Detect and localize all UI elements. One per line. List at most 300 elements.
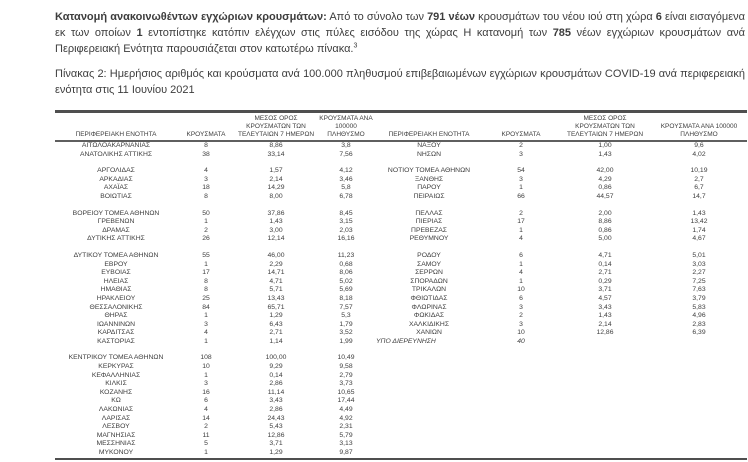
- table-row: [55, 184, 747, 193]
- table-row: [55, 312, 747, 321]
- avg7-cell: 65,71: [267, 303, 285, 311]
- table-row: [55, 278, 747, 287]
- avg7-cell: 0,14: [269, 371, 283, 379]
- per100k-cell: 4,02: [692, 150, 706, 158]
- region-cell: ΚΩ: [111, 397, 121, 405]
- cases-cell: 26: [202, 235, 210, 243]
- col-header-left-avg7: ΜΕΣΟΣ ΟΡΟΣ ΚΡΟΥΣΜΑΤΩΝ ΤΩΝ ΤΕΛΕΥΤΑΙΩΝ 7 ΗΜΕΡΩΝ: [237, 115, 315, 138]
- per100k-cell: 7,25: [692, 277, 706, 285]
- per100k-cell: [651, 389, 747, 398]
- avg7-cell: 1,29: [269, 312, 283, 320]
- cases-cell: 1: [519, 277, 523, 285]
- table-row: [55, 389, 747, 398]
- cases-cell: 1: [204, 371, 208, 379]
- cases-cell: 16: [202, 388, 210, 396]
- per100k-cell: 10,65: [337, 388, 355, 396]
- avg7-cell: 1,29: [269, 449, 283, 456]
- table-row: [55, 304, 747, 313]
- region-cell: ΑΡΚΑΔΙΑΣ: [99, 175, 133, 183]
- region-cell: ΚΕΦΑΛΛΗΝΙΑΣ: [91, 371, 141, 379]
- cases-cell: 4: [204, 406, 208, 414]
- per100k-cell: 2,31: [339, 423, 353, 431]
- avg7-cell: [559, 432, 651, 441]
- cases-cell: 3: [519, 303, 523, 311]
- region-cell: ΕΒΡΟΥ: [104, 260, 128, 268]
- avg7-cell: [559, 389, 651, 398]
- spacer-cell: [55, 244, 747, 252]
- region-cell: ΠΙΕΡΙΑΣ: [415, 218, 443, 226]
- region-cell: [375, 406, 483, 415]
- cases-cell: 55: [202, 251, 210, 259]
- avg7-cell: 11,14: [267, 388, 285, 396]
- per100k-cell: 3,79: [692, 294, 706, 302]
- per100k-cell: 2,83: [692, 320, 706, 328]
- table-row: [55, 252, 747, 261]
- per100k-cell: 3,8: [341, 142, 351, 149]
- cases-cell: 4: [204, 167, 208, 175]
- avg7-cell: 46,00: [267, 251, 285, 259]
- avg7-cell: 8,86: [598, 218, 612, 226]
- cases-cell: 6: [204, 397, 208, 405]
- per100k-cell: 5,02: [339, 277, 353, 285]
- cases-cell: 4: [519, 269, 523, 277]
- region-cell: ΦΩΚΙΔΑΣ: [413, 312, 445, 320]
- avg7-cell: [559, 423, 651, 432]
- intro-bold-text: 791 νέων: [427, 11, 476, 23]
- cases-cell: 5: [204, 440, 208, 448]
- region-cell: ΥΠΟ ΔΙΕΡΕΥΝΗΣΗ: [376, 337, 436, 345]
- per100k-cell: 7,56: [339, 150, 353, 158]
- table-row: [55, 372, 747, 381]
- col-header-right-avg7: ΜΕΣΟΣ ΟΡΟΣ ΚΡΟΥΣΜΑΤΩΝ ΤΩΝ ΤΕΛΕΥΤΑΙΩΝ 7 ΗΜΕΡΩΝ: [566, 115, 644, 138]
- per100k-cell: 4,67: [692, 235, 706, 243]
- cases-cell: 3: [519, 175, 523, 183]
- cases-cell: [483, 380, 559, 389]
- region-group-5: [55, 354, 747, 458]
- region-cell: ΜΕΣΣΗΝΙΑΣ: [96, 440, 136, 448]
- per100k-cell: 9,87: [339, 449, 353, 456]
- avg7-cell: [559, 354, 651, 363]
- table-row: [55, 167, 747, 176]
- avg7-cell: 4,71: [598, 251, 612, 259]
- cases-cell: [483, 406, 559, 415]
- region-cell: ΚΕΡΚΥΡΑΣ: [98, 363, 134, 371]
- table-row: [55, 261, 747, 270]
- per100k-cell: 1,43: [692, 209, 706, 217]
- intro-text: εντοπίστηκε κατόπιν ελέγχων στις πύλες εισόδου της χώρας Η κατανομή των: [142, 27, 553, 39]
- cases-cell: 66: [517, 192, 525, 200]
- cases-cell: 4: [204, 329, 208, 337]
- cases-cell: [483, 423, 559, 432]
- cases-cell: [483, 354, 559, 363]
- region-cell: [375, 449, 483, 459]
- region-cell: ΔΡΑΜΑΣ: [102, 226, 130, 234]
- avg7-cell: 4,71: [269, 277, 283, 285]
- avg7-cell: 0,86: [598, 226, 612, 234]
- region-cell: ΤΡΙΚΑΛΩΝ: [411, 286, 447, 294]
- region-group-1: [55, 141, 747, 159]
- avg7-cell: 8,86: [269, 142, 283, 149]
- covid-cases-table: [55, 110, 747, 460]
- intro-text: είναι εισαγόμενα εκ των οποίων: [55, 11, 746, 39]
- region-cell: ΣΑΜΟΥ: [417, 260, 441, 268]
- cases-cell: 10: [517, 329, 525, 337]
- cases-cell: 3: [204, 320, 208, 328]
- per100k-cell: 5,8: [341, 184, 351, 192]
- table-row: [55, 354, 747, 363]
- table-row: [55, 295, 747, 304]
- region-cell: ΑΡΓΟΛΙΔΑΣ: [97, 167, 135, 175]
- per100k-cell: 3,13: [339, 440, 353, 448]
- table-row: [55, 210, 747, 219]
- avg7-cell: 3,43: [598, 303, 612, 311]
- per100k-cell: 3,52: [339, 329, 353, 337]
- intro-text: κρουσμάτων του νέου ιού στη χώρα: [475, 11, 656, 23]
- region-cell: ΞΑΝΘΗΣ: [414, 175, 444, 183]
- avg7-cell: 1,00: [598, 142, 612, 149]
- cases-cell: 1: [204, 312, 208, 320]
- table-row: [55, 227, 747, 236]
- group-spacer: [55, 159, 747, 167]
- region-cell: ΡΟΔΟΥ: [417, 251, 441, 259]
- per100k-cell: 4,12: [339, 167, 353, 175]
- per100k-cell: [651, 338, 747, 347]
- per100k-cell: [651, 397, 747, 406]
- per100k-cell: [651, 372, 747, 381]
- region-cell: ΚΙΛΚΙΣ: [105, 380, 127, 388]
- avg7-cell: 6,43: [269, 320, 283, 328]
- cases-cell: 14: [202, 414, 210, 422]
- avg7-cell: 5,43: [269, 423, 283, 431]
- region-cell: ΝΑΞΟΥ: [417, 142, 441, 149]
- per100k-cell: 8,06: [339, 269, 353, 277]
- cases-cell: [483, 397, 559, 406]
- per100k-cell: [651, 380, 747, 389]
- per100k-cell: 1,79: [339, 320, 353, 328]
- per100k-cell: 2,79: [339, 371, 353, 379]
- avg7-cell: [559, 406, 651, 415]
- per100k-cell: 9,6: [694, 142, 704, 149]
- avg7-cell: [559, 363, 651, 372]
- cases-cell: 10: [517, 286, 525, 294]
- avg7-cell: [559, 372, 651, 381]
- cases-cell: 17: [517, 218, 525, 226]
- table-row: [55, 151, 747, 160]
- cases-cell: 108: [200, 354, 212, 362]
- per100k-cell: 11,23: [337, 251, 355, 259]
- table-row: [55, 193, 747, 202]
- per100k-cell: 2,03: [339, 226, 353, 234]
- per100k-cell: 8,18: [339, 294, 353, 302]
- region-cell: ΠΑΡΟΥ: [417, 184, 441, 192]
- per100k-cell: 2,7: [694, 175, 704, 183]
- table-row: [55, 141, 747, 151]
- cases-cell: 17: [202, 269, 210, 277]
- cases-cell: 2: [204, 226, 208, 234]
- avg7-cell: 1,14: [269, 337, 283, 345]
- per100k-cell: 10,19: [690, 167, 708, 175]
- table-row: [55, 235, 747, 244]
- per100k-cell: 6,39: [692, 329, 706, 337]
- avg7-cell: 44,57: [596, 192, 614, 200]
- avg7-cell: 13,43: [267, 294, 285, 302]
- intro-bold-text: Κατανομή ανακοινωθέντων εγχώριων κρουσμάτων:: [55, 11, 327, 23]
- avg7-cell: 2,14: [598, 320, 612, 328]
- per100k-cell: 6,7: [694, 184, 704, 192]
- table-row: [55, 449, 747, 459]
- region-cell: [375, 397, 483, 406]
- region-cell: ΚΑΡΔΙΤΣΑΣ: [97, 329, 135, 337]
- cases-cell: 1: [204, 218, 208, 226]
- spacer-cell: [55, 346, 747, 354]
- per100k-cell: 7,57: [339, 303, 353, 311]
- cases-cell: 8: [204, 286, 208, 294]
- cases-cell: [483, 363, 559, 372]
- region-cell: [375, 380, 483, 389]
- per100k-cell: 10,49: [337, 354, 355, 362]
- cases-cell: 8: [204, 142, 208, 149]
- region-cell: ΠΡΕΒΕΖΑΣ: [411, 226, 447, 234]
- avg7-cell: 2,00: [598, 209, 612, 217]
- col-header-left-per100k: ΚΡΟΥΣΜΑΤΑ ΑΝΑ 100000 ΠΛΗΘΥΣΜΟ: [319, 115, 373, 138]
- per100k-cell: 3,73: [339, 380, 353, 388]
- col-header-right-cases: ΚΡΟΥΣΜΑΤΑ: [501, 131, 541, 138]
- region-cell: ΧΑΝΙΩΝ: [416, 329, 442, 337]
- group-spacer: [55, 244, 747, 252]
- region-group-3: [55, 210, 747, 244]
- region-cell: ΓΡΕΒΕΝΩΝ: [97, 218, 135, 226]
- per100k-cell: [651, 354, 747, 363]
- cases-cell: [483, 372, 559, 381]
- cases-cell: 1: [519, 226, 523, 234]
- cases-cell: 3: [204, 175, 208, 183]
- avg7-cell: 33,14: [267, 150, 285, 158]
- region-group-2: [55, 167, 747, 201]
- per100k-cell: [651, 423, 747, 432]
- region-cell: ΘΕΣΣΑΛΟΝΙΚΗΣ: [89, 303, 143, 311]
- avg7-cell: 5,71: [269, 286, 283, 294]
- region-cell: ΜΑΓΝΗΣΙΑΣ: [96, 431, 136, 439]
- table-row: [55, 440, 747, 449]
- avg7-cell: 2,71: [598, 269, 612, 277]
- cases-cell: 40: [517, 337, 525, 345]
- avg7-cell: 2,86: [269, 406, 283, 414]
- cases-cell: 54: [517, 167, 525, 175]
- avg7-cell: [559, 397, 651, 406]
- spacer-cell: [55, 202, 747, 210]
- per100k-cell: 5,69: [339, 286, 353, 294]
- table-row: [55, 329, 747, 338]
- per100k-cell: 1,99: [339, 337, 353, 345]
- table-header: [55, 112, 747, 142]
- table-row: [55, 321, 747, 330]
- region-cell: ΛΑΚΩΝΙΑΣ: [98, 406, 134, 414]
- cases-cell: 1: [204, 449, 208, 456]
- avg7-cell: 9,29: [269, 363, 283, 371]
- cases-cell: 6: [519, 251, 523, 259]
- avg7-cell: 3,00: [269, 226, 283, 234]
- region-cell: ΛΑΡΙΣΑΣ: [101, 414, 131, 422]
- avg7-cell: 4,57: [598, 294, 612, 302]
- region-cell: ΝΟΤΙΟΥ ΤΟΜΕΑ ΑΘΗΝΩΝ: [387, 167, 471, 175]
- cases-cell: 11: [202, 431, 210, 439]
- region-group-4: [55, 252, 747, 347]
- region-cell: ΦΘΙΩΤΙΔΑΣ: [410, 294, 448, 302]
- col-header-right-region: ΠΕΡΙΦΕΡΕΙΑΚΗ ΕΝΟΤΗΤΑ: [388, 131, 470, 138]
- region-cell: ΒΟΡΕΙΟΥ ΤΟΜΕΑ ΑΘΗΝΩΝ: [72, 209, 160, 217]
- intro-bold-text: 1: [136, 27, 143, 39]
- cases-cell: [483, 440, 559, 449]
- region-cell: ΦΛΩΡΙΝΑΣ: [411, 303, 447, 311]
- avg7-cell: 2,71: [269, 329, 283, 337]
- per100k-cell: 1,74: [692, 226, 706, 234]
- region-cell: ΙΩΑΝΝΙΝΩΝ: [96, 320, 136, 328]
- per100k-cell: 8,45: [339, 209, 353, 217]
- per100k-cell: [651, 406, 747, 415]
- per100k-cell: 13,42: [690, 218, 708, 226]
- intro-bold-text: 6: [655, 11, 662, 23]
- per100k-cell: [651, 440, 747, 449]
- avg7-cell: [559, 415, 651, 424]
- per100k-cell: 4,96: [692, 312, 706, 320]
- avg7-cell: 0,29: [598, 277, 612, 285]
- region-cell: ΔΥΤΙΚΗΣ ΑΤΤΙΚΗΣ: [87, 235, 145, 243]
- per100k-cell: 3,03: [692, 260, 706, 268]
- avg7-cell: 1,43: [598, 150, 612, 158]
- avg7-cell: 100,00: [265, 354, 287, 362]
- group-spacer: [55, 346, 747, 354]
- table-row: [55, 269, 747, 278]
- cases-cell: 3: [204, 380, 208, 388]
- avg7-cell: 2,14: [269, 175, 283, 183]
- intro-text: νέων εγχώριων κρουσμάτων ανά Περιφερειακή Ενότητα παρουσιάζεται στον κατωτέρω πίνακα.: [55, 27, 745, 55]
- cases-cell: 1: [204, 337, 208, 345]
- table-row: [55, 415, 747, 424]
- avg7-cell: [559, 380, 651, 389]
- avg7-cell: [559, 440, 651, 449]
- cases-cell: 1: [519, 184, 523, 192]
- region-cell: ΗΡΑΚΛΕΙΟΥ: [96, 294, 136, 302]
- cases-cell: [483, 415, 559, 424]
- region-cell: [375, 440, 483, 449]
- table-row: [55, 423, 747, 432]
- per100k-cell: 3,15: [339, 218, 353, 226]
- per100k-cell: 0,68: [339, 260, 353, 268]
- group-spacer: [55, 202, 747, 210]
- avg7-cell: 8,00: [269, 192, 283, 200]
- region-cell: ΘΗΡΑΣ: [104, 312, 128, 320]
- avg7-cell: 1,43: [269, 218, 283, 226]
- avg7-cell: 3,71: [598, 286, 612, 294]
- region-cell: ΣΕΡΡΩΝ: [415, 269, 443, 277]
- region-cell: ΗΛΕΙΑΣ: [103, 277, 129, 285]
- avg7-cell: 12,86: [596, 329, 614, 337]
- cases-cell: 84: [202, 303, 210, 311]
- region-cell: ΚΑΣΤΟΡΙΑΣ: [97, 337, 135, 345]
- avg7-cell: 24,43: [267, 414, 285, 422]
- table-row: [55, 432, 747, 441]
- avg7-cell: 4,29: [598, 175, 612, 183]
- region-cell: ΣΠΟΡΑΔΩΝ: [410, 277, 448, 285]
- region-cell: [375, 389, 483, 398]
- cases-cell: 2: [204, 423, 208, 431]
- avg7-cell: 0,86: [598, 184, 612, 192]
- per100k-cell: 5,01: [692, 251, 706, 259]
- col-header-left-region: ΠΕΡΙΦΕΡΕΙΑΚΗ ΕΝΟΤΗΤΑ: [75, 131, 157, 138]
- region-cell: ΑΧΑΪΑΣ: [103, 184, 129, 192]
- cases-cell: 4: [519, 235, 523, 243]
- cases-cell: 10: [202, 363, 210, 371]
- per100k-cell: 9,58: [339, 363, 353, 371]
- cases-cell: 2: [519, 209, 523, 217]
- cases-cell: [483, 389, 559, 398]
- region-cell: [375, 415, 483, 424]
- cases-cell: 3: [519, 320, 523, 328]
- per100k-cell: 14,7: [692, 192, 706, 200]
- cases-cell: 18: [202, 184, 210, 192]
- per100k-cell: [651, 363, 747, 372]
- table-row: [55, 397, 747, 406]
- intro-bold-text: 785: [552, 27, 572, 39]
- region-cell: ΧΑΛΚΙΔΙΚΗΣ: [408, 320, 450, 328]
- cases-cell: 1: [519, 260, 523, 268]
- avg7-cell: 14,29: [267, 184, 285, 192]
- per100k-cell: 5,3: [341, 312, 351, 320]
- region-cell: [375, 432, 483, 441]
- avg7-cell: 1,43: [598, 312, 612, 320]
- avg7-cell: 12,86: [267, 431, 285, 439]
- cases-cell: 2: [519, 312, 523, 320]
- cases-cell: 3: [519, 150, 523, 158]
- region-cell: ΠΕΙΡΑΙΩΣ: [413, 192, 445, 200]
- col-header-right-per100k: ΚΡΟΥΣΜΑΤΑ ΑΝΑ 100000 ΠΛΗΘΥΣΜΟ: [660, 123, 738, 138]
- per100k-cell: [651, 415, 747, 424]
- region-cell: ΝΗΣΩΝ: [416, 150, 441, 158]
- per100k-cell: 17,44: [337, 397, 355, 405]
- cases-cell: 6: [519, 294, 523, 302]
- cases-cell: 2: [519, 142, 523, 149]
- avg7-cell: 14,71: [267, 269, 285, 277]
- region-cell: ΗΜΑΘΙΑΣ: [100, 286, 132, 294]
- intro-paragraph: [55, 9, 745, 57]
- region-cell: ΚΕΝΤΡΙΚΟΥ ΤΟΜΕΑ ΑΘΗΝΩΝ: [68, 354, 164, 362]
- avg7-cell: 2,29: [269, 260, 283, 268]
- avg7-cell: 42,00: [596, 167, 614, 175]
- per100k-cell: 16,16: [337, 235, 355, 243]
- table-row: [55, 218, 747, 227]
- avg7-cell: 0,14: [598, 260, 612, 268]
- per100k-cell: 7,63: [692, 286, 706, 294]
- per100k-cell: [651, 449, 747, 459]
- region-cell: [375, 372, 483, 381]
- cases-cell: 50: [202, 209, 210, 217]
- region-cell: ΠΕΛΛΑΣ: [415, 209, 443, 217]
- table-row: [55, 338, 747, 347]
- cases-cell: 8: [204, 192, 208, 200]
- table-row: [55, 363, 747, 372]
- spacer-cell: [55, 159, 747, 167]
- avg7-cell: 37,86: [267, 209, 285, 217]
- avg7-cell: 12,14: [267, 235, 285, 243]
- region-cell: ΛΕΣΒΟΥ: [102, 423, 130, 431]
- header-row: [55, 112, 747, 142]
- cases-cell: [483, 432, 559, 441]
- region-cell: ΚΟΖΑΝΗΣ: [99, 388, 133, 396]
- cases-cell: 38: [202, 150, 210, 158]
- per100k-cell: 5,79: [339, 431, 353, 439]
- per100k-cell: 4,49: [339, 406, 353, 414]
- region-cell: ΒΟΙΩΤΙΑΣ: [100, 192, 132, 200]
